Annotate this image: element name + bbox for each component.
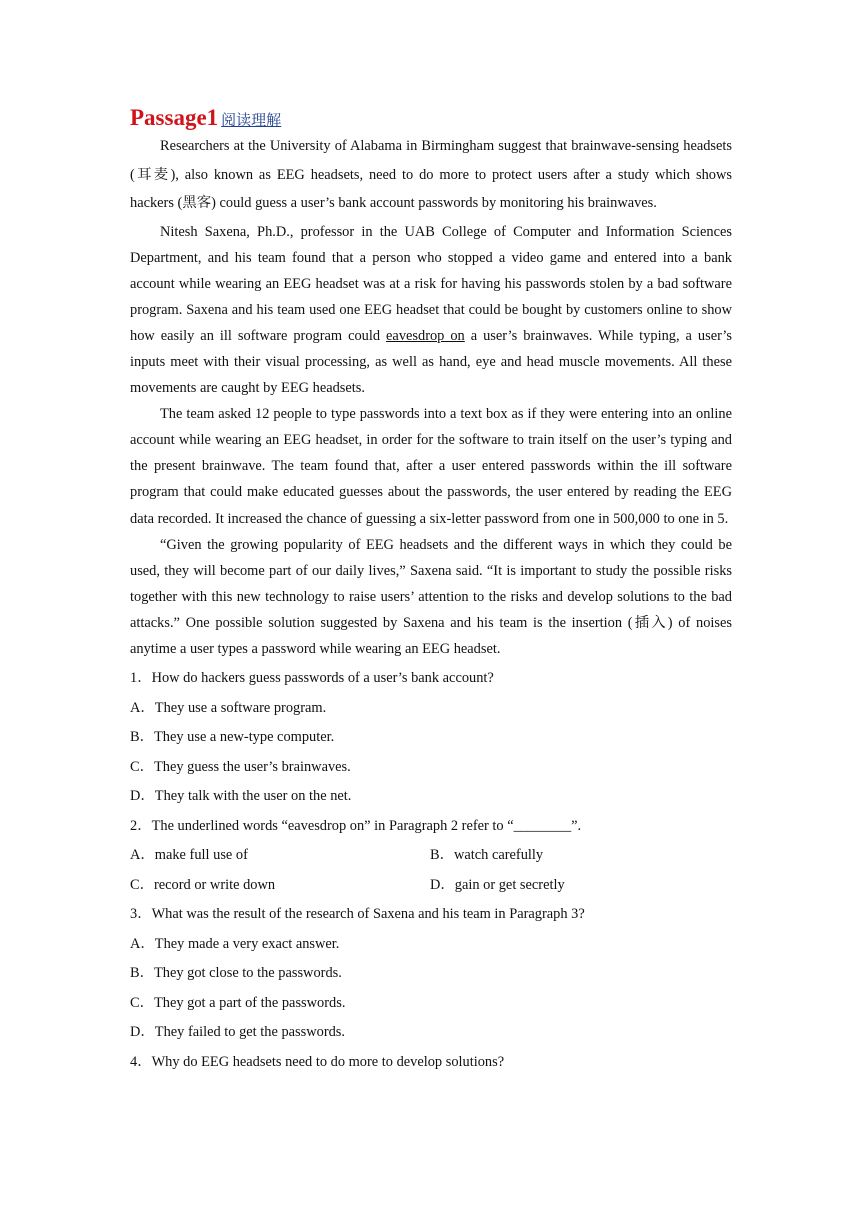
document-page bbox=[130, 104, 732, 1077]
question-3-option-d: D．They failed to get the passwords. bbox=[130, 1024, 346, 1041]
paragraph-4: “Given the growing popularity of EEG headsets and the different ways in which they could be used, they will become part of our daily lives,” Saxena said. “It is important to study the possible risks together with this new technology to raise users’ attention to the risks and develop solutions to the bad attacks.” One possible solution suggested by Saxena and his team is the insertion (插入) of noises anytime a user types a password while wearing an EEG headset. bbox=[130, 536, 732, 657]
question-3-stem: 3．What was the result of the research of Saxena and his team in Paragraph 3? bbox=[130, 906, 585, 923]
question-1-option-b: B．They use a new-type computer. bbox=[130, 729, 335, 746]
passage-subtitle: 阅读理解 bbox=[221, 113, 282, 129]
underlined-phrase: eavesdrop on bbox=[386, 327, 465, 344]
question-2-option-a: A．make full use of bbox=[130, 847, 248, 864]
question-1-option-a: A．They use a software program. bbox=[130, 699, 327, 716]
paragraph-2 bbox=[130, 219, 732, 402]
question-1-stem: 1．How do hackers guess passwords of a user’s bank account? bbox=[130, 670, 494, 687]
question-1-option-d: D．They talk with the user on the net. bbox=[130, 788, 352, 805]
question-2-options-row-2 bbox=[130, 871, 732, 901]
question-3-option-c: C．They got a part of the passwords. bbox=[130, 994, 346, 1011]
passage-heading bbox=[130, 104, 732, 132]
question-2-options-row-1 bbox=[130, 841, 732, 871]
question-3-option-b: B．They got close to the passwords. bbox=[130, 965, 342, 982]
question-2-option-c: C．record or write down bbox=[130, 876, 276, 893]
paragraph-3: The team asked 12 people to type passwords into a text box as if they were entering into an online account while wearing an EEG headset, in order for the software to train itself on the user’s typing and the present brainwave. The team found that, after a user entered passwords within the ill software program that could make educated guesses about the passwords, the user entered by reading the EEG data recorded. It increased the chance of guessing a six-letter password from one in 500,000 to one in 5. bbox=[130, 406, 732, 527]
question-2-option-b: B．watch carefully bbox=[430, 847, 544, 864]
question-2-option-d: D．gain or get secretly bbox=[430, 876, 565, 893]
question-3-option-a: A．They made a very exact answer. bbox=[130, 935, 340, 952]
paragraph-2-text-after: a user’s brainwaves. While typing, a user’s inputs meet with their visual processing, as well as hand, eye and head muscle movements. All these movements are caught by EEG headsets. bbox=[130, 327, 733, 397]
question-2-stem: 2．The underlined words “eavesdrop on” in Paragraph 2 refer to “________”. bbox=[130, 817, 582, 834]
question-4-stem: 4．Why do EEG headsets need to do more to develop solutions? bbox=[130, 1053, 505, 1070]
question-1-option-c: C．They guess the user’s brainwaves. bbox=[130, 758, 351, 775]
questions-section bbox=[130, 664, 732, 1077]
passage-title: Passage1 bbox=[130, 105, 219, 130]
paragraph-2-text-before: Nitesh Saxena, Ph.D., professor in the UAB College of Computer and Information Sciences Department, and his team found that a person who stopped a video game and entered into a bank account while wearing an EEG headset was at a risk for having his passwords stolen by a bad software program. Saxena and his team used one EEG headset that could be bought by customers online to show how easily an ill software program could bbox=[130, 223, 732, 344]
paragraph-1: Researchers at the University of Alabama in Birmingham suggest that brainwave-sensing headsets (耳麦), also known as EEG headsets, need to do more to protect users after a study which shows hackers (黑客) could guess a user’s bank account passwords by monitoring his brainwaves. bbox=[130, 138, 732, 211]
